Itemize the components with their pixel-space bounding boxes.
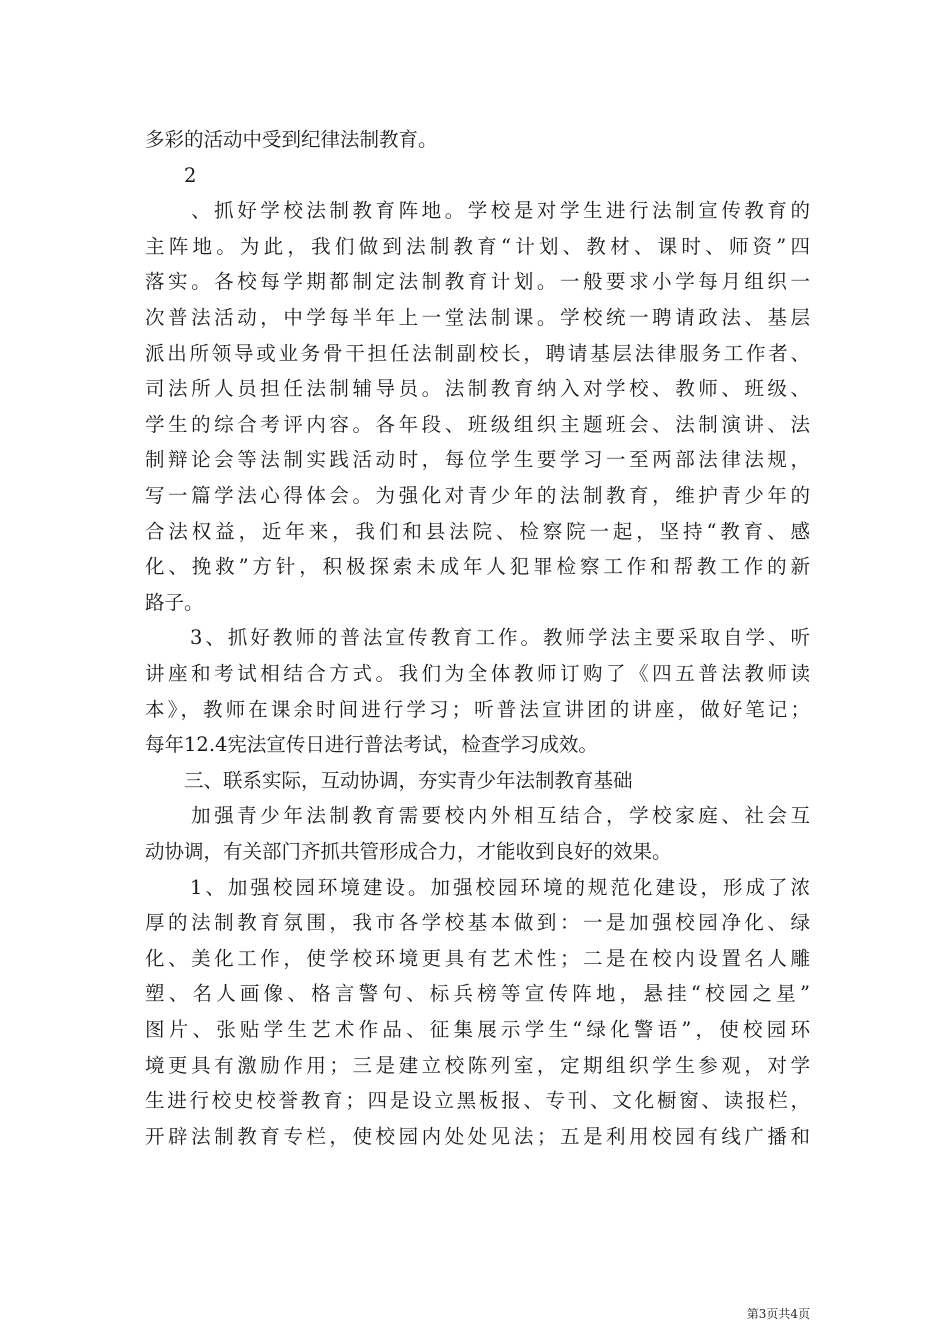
text-line: 写一篇学法心得体会。为强化对青少年的法制教育，维护青少年的	[145, 484, 810, 507]
text-line: 每年12.4宪法宣传日进行普法考试，检查学习成效。	[145, 733, 598, 757]
text-line: 讲座和考试相结合方式。我们为全体教师订购了《四五普法教师读	[145, 662, 810, 685]
text-line: 塑、名人画像、格言警句、标兵榜等宣传阵地，悬挂“校园之星”	[145, 982, 810, 1006]
text-line: 学生的综合考评内容。各年段、班级组织主题班会、法制演讲、法	[145, 412, 810, 436]
text-line: 境更具有激励作用；三是建立校陈列室，定期组织学生参观，对学	[145, 1053, 810, 1077]
text-line: 三、联系实际，互动协调，夯实青少年法制教育基础	[145, 768, 633, 792]
text-line: 制辩论会等法制实践活动时，每位学生要学习一至两部法律法规，	[145, 448, 810, 472]
text-line: 派出所领导或业务骨干担任法制副校长，聘请基层法律服务工作者、	[145, 341, 810, 365]
text-line: 生进行校史校誉教育；四是设立黑板报、专刊、文化橱窗、读报栏，	[145, 1089, 810, 1113]
text-line: 次普法活动，中学每半年上一堂法制课。学校统一聘请政法、基层	[145, 306, 810, 329]
text-line: 主阵地。为此，我们做到法制教育“计划、教材、课时、师资”四	[145, 234, 810, 258]
text-line: 厚的法制教育氛围，我市各学校基本做到：一是加强校园净化、绿	[145, 911, 810, 935]
text-line: 加强青少年法制教育需要校内外相互结合，学校家庭、社会互	[145, 804, 810, 828]
text-line: 化、美化工作，使学校环境更具有艺术性；二是在校内设置名人雕	[145, 946, 810, 970]
text-line: 落实。各校每学期都制定法制教育计划。一般要求小学每月组织一	[145, 270, 810, 294]
text-line: 、抓好学校法制教育阵地。学校是对学生进行法制宣传教育的	[145, 199, 810, 223]
text-line: 开辟法制教育专栏，使校园内处处见法；五是利用校园有线广播和	[145, 1124, 810, 1148]
text-line: 3、抓好教师的普法宣传教育工作。教师学法主要采取自学、听	[145, 626, 810, 650]
text-line: 本》，教师在课余时间进行学习；听普法宣讲团的讲座，做好笔记；	[145, 697, 810, 721]
text-line: 路子。	[145, 590, 204, 614]
text-line: 化、挽救”方针，积极探索未成年人犯罪检察工作和帮教工作的新	[145, 555, 810, 579]
text-line: 司法所人员担任法制辅导员。法制教育纳入对学校、教师、班级、	[145, 377, 810, 401]
text-line: 动协调，有关部门齐抓共管形成合力，才能收到良好的效果。	[145, 840, 672, 863]
text-line: 多彩的活动中受到纪律法制教育。	[145, 128, 438, 151]
text-line: 图片、张贴学生艺术作品、征集展示学生“绿化警语”，使校园环	[145, 1018, 810, 1041]
text-line: 合法权益，近年来，我们和县法院、检察院一起，坚持“教育、感	[145, 519, 810, 543]
page-number-footer: 第3页共4页	[746, 1307, 810, 1321]
text-line: 1、加强校园环境建设。加强校园环境的规范化建设，形成了浓	[145, 875, 810, 899]
text-line: 2	[145, 163, 197, 187]
